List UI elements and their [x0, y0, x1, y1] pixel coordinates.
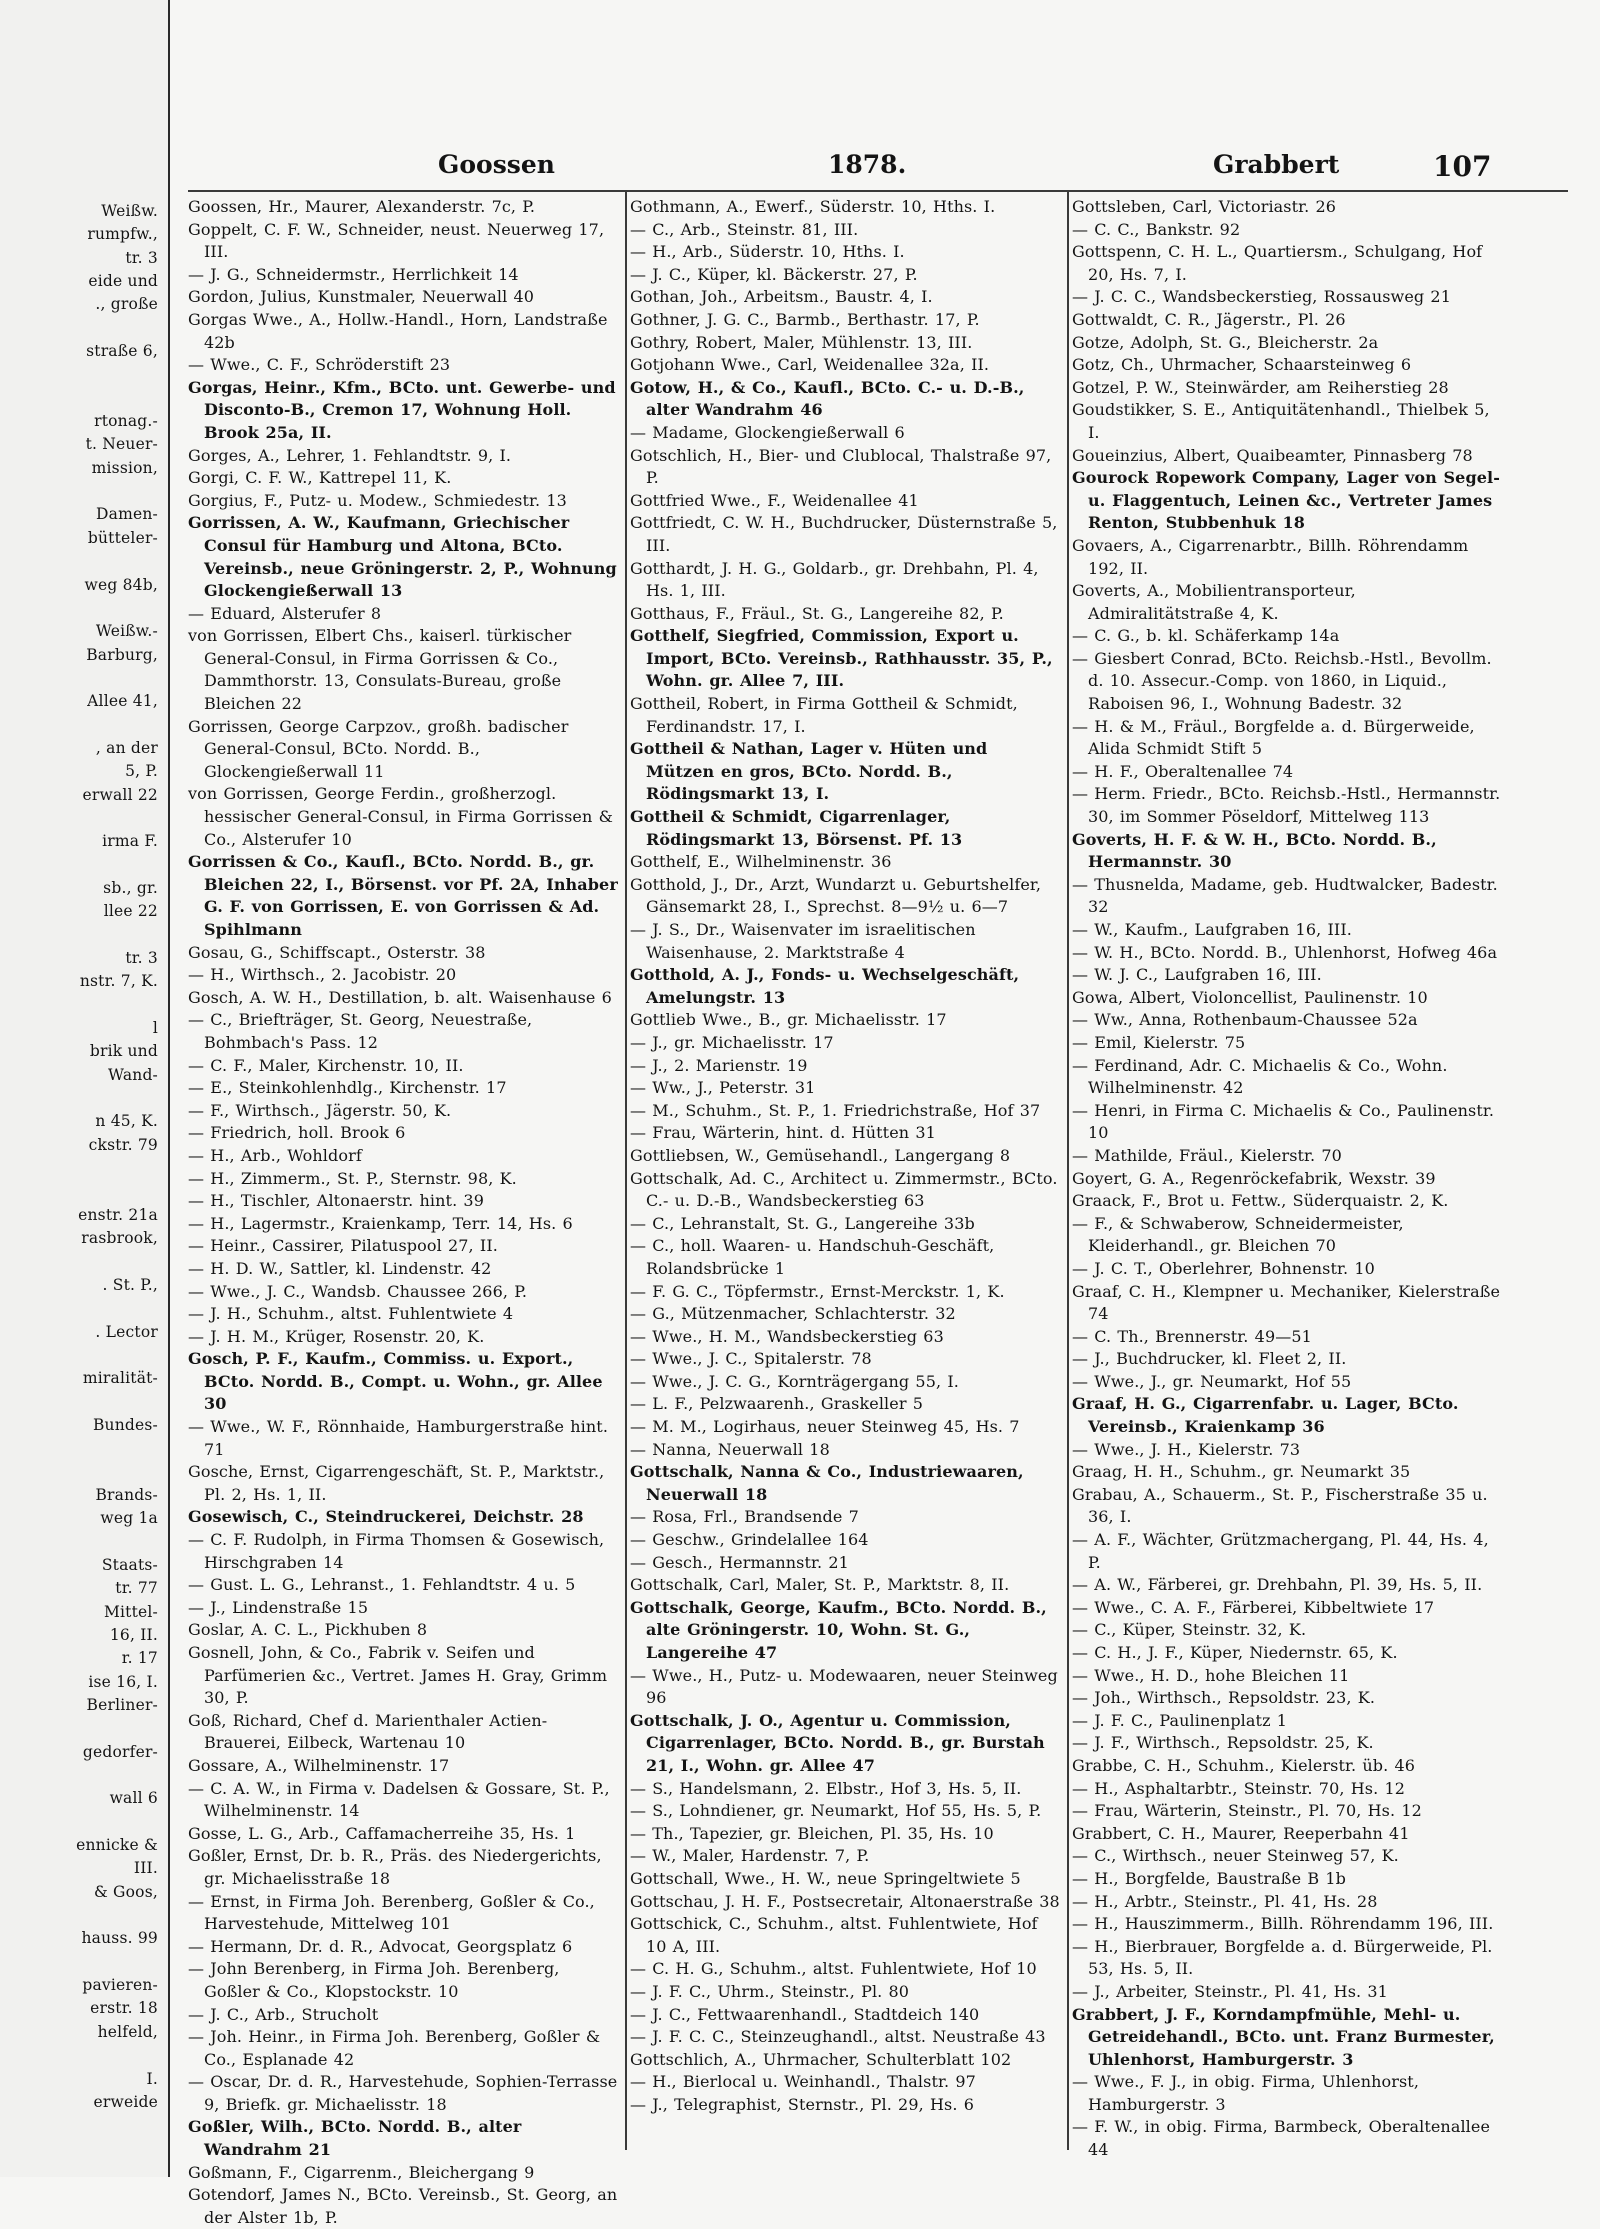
strip-line: tr. 3 — [125, 949, 158, 967]
directory-entry: — H., Wirthsch., 2. Jacobistr. 20 — [188, 965, 457, 985]
directory-entry: Gothmann, A., Ewerf., Süderstr. 10, Hths. I. — [630, 197, 996, 216]
strip-line: & Goos, — [93, 1882, 158, 1901]
strip-line: miralität- — [82, 1369, 158, 1388]
directory-entry: — Wwe., H., Putz- u. Modewaaren, neuer Steinweg 96 — [630, 1665, 1058, 1708]
directory-entry: — Wwe., J. C. G., Kornträgergang 55, I. — [630, 1371, 959, 1391]
directory-entry: — W. J. C., Laufgraben 16, III. — [1072, 965, 1322, 985]
strip-line: Staats- — [101, 1555, 158, 1574]
directory-entry: — J. C., Küper, kl. Bäckerstr. 27, P. — [630, 264, 918, 284]
strip-line — [8, 1717, 168, 1740]
directory-entry: — E., Steinkohlenhdlg., Kirchenstr. 17 — [188, 1078, 507, 1098]
header-rule — [188, 190, 1568, 192]
strip-line: wall 6 — [109, 1789, 158, 1808]
directory-entry: Gottschau, J. H. F., Postsecretair, Altonaerstraße 38 — [630, 1891, 1060, 1911]
directory-entry: — Mathilde, Fräul., Kielerstr. 70 — [1072, 1145, 1342, 1165]
directory-entry: — Wwe., F. J., in obig. Firma, Uhlenhorst, Hamburgerstr. 3 — [1072, 2072, 1420, 2114]
strip-line: erweide — [93, 2092, 158, 2111]
strip-line — [8, 1391, 168, 1414]
directory-entry: — Hermann, Dr. d. R., Advocat, Georgsplatz 6 — [188, 1936, 573, 1956]
strip-line: enstr. 21a — [78, 1205, 158, 1224]
directory-entry: Gotthaus, F., Fräul., St. G., Langereihe 82, P. — [630, 603, 1004, 623]
directory-entry: — Wwe., J. C., Wandsb. Chaussee 266, P. — [188, 1281, 528, 1301]
directory-entry: Gosnell, John, & Co., Fabrik v. Seifen und Parfümerien &c., Vertret. James H. Gray, Grimm 30, P. — [188, 1643, 608, 1708]
directory-entry: — H., Tischler, Altonaerstr. hint. 39 — [188, 1191, 484, 1211]
strip-line — [8, 1087, 168, 1110]
directory-entry: Gothan, Joh., Arbeitsm., Baustr. 4, I. — [630, 287, 933, 307]
directory-entry: — J., Buchdrucker, kl. Fleet 2, II. — [1072, 1349, 1347, 1369]
strip-line — [8, 1531, 168, 1554]
directory-entry: Goueinzius, Albert, Quaibeamter, Pinnasberg 78 — [1072, 445, 1473, 465]
directory-entry: — Gust. L. G., Lehranst., 1. Fehlandtstr. 4 u. 5 — [188, 1575, 576, 1595]
directory-entry: Gottfriedt, C. W. H., Buchdrucker, Düsternstraße 5, III. — [630, 513, 1058, 555]
directory-entry: Gorgas Wwe., A., Hollw.-Handl., Horn, Landstraße 42b — [188, 309, 608, 352]
directory-entry: — J., Lindenstraße 15 — [188, 1597, 369, 1617]
strip-line — [8, 363, 168, 386]
directory-entry: — H., Hauszimmerm., Billh. Röhrendamm 196, III. — [1072, 1914, 1494, 1934]
directory-entry: — J. F. C., Paulinenplatz 1 — [1072, 1710, 1288, 1730]
strip-line — [8, 1344, 168, 1367]
strip-line — [8, 1764, 168, 1787]
directory-entry: — Rosa, Frl., Brandsende 7 — [630, 1507, 859, 1527]
directory-entry: Goßmann, F., Cigarrenm., Bleichergang 9 — [188, 2162, 535, 2182]
adjacent-page-text — [8, 200, 168, 2114]
directory-entry: — H., Borgfelde, Baustraße B 1b — [1072, 1868, 1347, 1888]
directory-entry: — Joh. Heinr., in Firma Joh. Berenberg, Goßler & Co., Esplanade 42 — [188, 2027, 601, 2069]
directory-entry: Graaf, C. H., Klempner u. Mechaniker, Kielerstraße 74 — [1072, 1281, 1501, 1324]
directory-entry: Gottheil & Nathan, Lager v. Hüten und Mützen en gros, BCto. Nordd. B., Rödingsmarkt 13, I. — [630, 739, 988, 804]
directory-entry: Gottsleben, Carl, Victoriastr. 26 — [1072, 197, 1337, 216]
strip-line: Damen- — [96, 505, 158, 524]
strip-line: , an der — [95, 738, 158, 757]
directory-entry: — Giesbert Conrad, BCto. Reichsb.-Hstl., Bevollm. d. 10. Assecur.-Comp. von 1860, in Liquid., Raboisen 96, I., Wohnung Badestr. 32 — [1072, 648, 1492, 714]
strip-line — [8, 550, 168, 573]
directory-page — [188, 140, 1568, 2227]
directory-entry: Gottschalk, Carl, Maler, St. P., Marktstr. 8, II. — [630, 1575, 1010, 1595]
strip-line: III. — [133, 1859, 158, 1878]
strip-line: hauss. 99 — [81, 1929, 158, 1948]
directory-entry: Gotzel, P. W., Steinwärder, am Reiherstieg 28 — [1072, 377, 1449, 397]
directory-entry: Gottschlich, A., Uhrmacher, Schulterblatt 102 — [630, 2049, 1012, 2069]
strip-line — [8, 807, 168, 830]
directory-entry: — Wwe., H. D., hohe Bleichen 11 — [1072, 1665, 1350, 1685]
strip-line: r. 17 — [121, 1649, 158, 1668]
directory-entry: Goppelt, C. F. W., Schneider, neust. Neuerweg 17, III. — [188, 219, 605, 262]
strip-line — [8, 1157, 168, 1180]
directory-entry: — C. G., b. kl. Schäferkamp 14a — [1072, 626, 1340, 646]
directory-entry: — C. H. G., Schuhm., altst. Fuhlentwiete, Hof 10 — [630, 1959, 1037, 1979]
directory-entry: — G., Mützenmacher, Schlachterstr. 32 — [630, 1304, 956, 1324]
directory-entry: — W. H., BCto. Nordd. B., Uhlenhorst, Hofweg 46a — [1072, 942, 1498, 962]
directory-entry: — C. F., Maler, Kirchenstr. 10, II. — [188, 1055, 464, 1075]
directory-entry: Goß, Richard, Chef d. Marienthaler Actien-Brauerei, Eilbeck, Wartenau 10 — [188, 1710, 548, 1753]
directory-entry: Goßler, Ernst, Dr. b. R., Präs. des Niedergerichts, gr. Michaelisstraße 18 — [188, 1846, 602, 1888]
strip-line: bütteler- — [87, 528, 158, 547]
directory-entry: Gothner, J. G. C., Barmb., Berthastr. 17, P. — [630, 309, 980, 329]
directory-entry: — J., Arbeiter, Steinstr., Pl. 41, Hs. 31 — [1072, 1981, 1388, 2001]
strip-line — [8, 1180, 168, 1203]
directory-entry: — C. Th., Brennerstr. 49—51 — [1072, 1326, 1312, 1346]
directory-entry: — H. D. W., Sattler, kl. Lindenstr. 42 — [188, 1258, 492, 1278]
directory-entry: Gorgas, Heinr., Kfm., BCto. unt. Gewerbe- und Disconto-B., Cremon 17, Wohnung Holl. Brook 25a, II. — [188, 377, 616, 442]
directory-entry: Gottwaldt, C. R., Jägerstr., Pl. 26 — [1072, 309, 1346, 329]
directory-entry: — Joh., Wirthsch., Repsoldstr. 23, K. — [1072, 1688, 1376, 1708]
directory-entry: — J. G., Schneidermstr., Herrlichkeit 14 — [188, 264, 519, 284]
directory-entry: Gourock Ropework Company, Lager von Segel- u. Flaggentuch, Leinen &c., Vertreter James Renton, Stubbenhuk 18 — [1072, 468, 1500, 533]
strip-line: rasbrook, — [81, 1229, 158, 1248]
directory-entry: — H., Bierlocal u. Weinhandl., Thalstr. 97 — [630, 2072, 976, 2092]
directory-entry: Gotze, Adolph, St. G., Bleicherstr. 2a — [1072, 332, 1379, 352]
strip-line: Weißw. — [101, 202, 158, 220]
directory-entry: Gottfried Wwe., F., Weidenallee 41 — [630, 490, 919, 510]
directory-entry: — W., Kaufm., Laufgraben 16, III. — [1072, 920, 1352, 939]
header-left-word: Goossen — [438, 150, 555, 179]
directory-entry: — H. F., Oberaltenallee 74 — [1072, 761, 1294, 781]
directory-entry: — F. W., in obig. Firma, Barmbeck, Oberaltenallee 44 — [1072, 2117, 1491, 2160]
directory-entry: Goudstikker, S. E., Antiquitätenhandl., Thielbek 5, I. — [1072, 400, 1490, 442]
strip-line: tr. 3 — [125, 248, 158, 267]
directory-entry: Grabau, A., Schauerm., St. P., Fischerstraße 35 u. 36, I. — [1072, 1484, 1488, 1527]
directory-entry: — John Berenberg, in Firma Joh. Berenberg, Goßler & Co., Klopstockstr. 10 — [188, 1959, 560, 2001]
directory-entry: — Wwe., H. M., Wandsbeckerstieg 63 — [630, 1326, 944, 1346]
directory-entry: — Henri, in Firma C. Michaelis & Co., Paulinenstr. 10 — [1072, 1100, 1495, 1143]
strip-line: sb., gr. — [103, 878, 158, 897]
page-number: 107 — [1433, 150, 1492, 183]
directory-entry: — M. M., Logirhaus, neuer Steinweg 45, Hs. 7 — [630, 1417, 1020, 1437]
strip-line: rtonag.- — [94, 412, 158, 431]
strip-line: Weißw.- — [95, 622, 158, 641]
strip-line: llee 22 — [103, 902, 158, 921]
directory-entry: Gotthold, A. J., Fonds- u. Wechselgeschäft, Amelungstr. 13 — [630, 965, 1020, 1007]
directory-entry: Gotthelf, E., Wilhelminenstr. 36 — [630, 852, 892, 872]
directory-entry: Gosch, A. W. H., Destillation, b. alt. Waisenhause 6 — [188, 987, 612, 1007]
directory-entry: — J. F. C. C., Steinzeughandl., altst. Neustraße 43 — [630, 2027, 1046, 2047]
adjacent-page-fragment — [0, 0, 170, 2177]
directory-entry: — J., 2. Marienstr. 19 — [630, 1055, 808, 1075]
directory-entry: Gotthold, J., Dr., Arzt, Wundarzt u. Geburtshelfer, Gänsemarkt 28, I., Sprechst. 8—9½ u. 6—7 — [630, 874, 1042, 917]
directory-entry: — M., Schuhm., St. P., 1. Friedrichstraße, Hof 37 — [630, 1100, 1041, 1120]
directory-entry: Gothry, Robert, Maler, Mühlenstr. 13, III. — [630, 332, 973, 352]
directory-entry: — H., Bierbrauer, Borgfelde a. d. Bürgerweide, Pl. 53, Hs. 5, II. — [1072, 1936, 1493, 1979]
strip-line: weg 84b, — [84, 575, 158, 594]
directory-entry: — H., Arbtr., Steinstr., Pl. 41, Hs. 28 — [1072, 1891, 1378, 1911]
strip-line: t. Neuer- — [85, 435, 158, 454]
directory-entry: Gotendorf, James N., BCto. Vereinsb., St. Georg, an der Alster 1b, P. — [188, 2185, 618, 2227]
strip-line — [8, 387, 168, 410]
directory-entry: — Thusnelda, Madame, geb. Hudtwalcker, Badestr. 32 — [1072, 874, 1498, 917]
directory-entry: — L. F., Pelzwaarenh., Graskeller 5 — [630, 1394, 924, 1414]
directory-entry: Gottspenn, C. H. L., Quartiersm., Schulgang, Hof 20, Hs. 7, I. — [1072, 242, 1483, 284]
directory-entry: — C., Küper, Steinstr. 32, K. — [1072, 1620, 1307, 1640]
directory-entry: — H. & M., Fräul., Borgfelde a. d. Bürgerweide, Alida Schmidt Stift 5 — [1072, 716, 1475, 759]
strip-line: Mittel- — [103, 1602, 158, 1621]
directory-entry: von Gorrissen, George Ferdin., großherzogl. hessischer General-Consul, in Firma Gorrissen & Co., Alsterufer 10 — [188, 784, 613, 849]
directory-entry: — Nanna, Neuerwall 18 — [630, 1439, 830, 1459]
strip-line — [8, 1461, 168, 1484]
strip-line: . Lector — [95, 1322, 158, 1341]
directory-entry: Gosse, L. G., Arb., Caffamacherreihe 35, Hs. 1 — [188, 1823, 576, 1843]
directory-entry: Gottheil, Robert, in Firma Gottheil & Schmidt, Ferdinandstr. 17, I. — [630, 694, 1018, 736]
strip-line: pavieren- — [82, 1976, 158, 1995]
directory-entry: — S., Handelsmann, 2. Elbstr., Hof 3, Hs. 5, II. — [630, 1778, 1022, 1798]
directory-entry: Gottschall, Wwe., H. W., neue Springeltwiete 5 — [630, 1868, 1021, 1888]
directory-entry: Goyert, G. A., Regenröckefabrik, Wexstr. 39 — [1072, 1168, 1436, 1188]
strip-line — [8, 1951, 168, 1974]
column-left — [188, 196, 620, 2229]
directory-entry: Gotthelf, Siegfried, Commission, Export u. Import, BCto. Vereinsb., Rathhausstr. 35, P., Wohn. gr. Allee 7, III. — [630, 626, 1053, 691]
directory-entry: — Madame, Glockengießerwall 6 — [630, 422, 905, 442]
directory-entry: — C., holl. Waaren- u. Handschuh-Geschäft, Rolandsbrücke 1 — [630, 1236, 995, 1278]
directory-entry: — C. C., Bankstr. 92 — [1072, 219, 1241, 239]
strip-line: straße 6, — [86, 342, 158, 361]
strip-line: tr. 77 — [115, 1579, 158, 1598]
directory-entry: Gosewisch, C., Steindruckerei, Deichstr. 28 — [188, 1507, 584, 1527]
directory-entry: — J., gr. Michaelisstr. 17 — [630, 1032, 834, 1052]
strip-line: erwall 22 — [82, 785, 158, 804]
directory-entry: — Wwe., J. H., Kielerstr. 73 — [1072, 1439, 1301, 1459]
directory-entry: Gosau, G., Schiffscapt., Osterstr. 38 — [188, 942, 486, 962]
strip-line: Bundes- — [92, 1415, 158, 1434]
directory-entry: Gotjohann Wwe., Carl, Weidenallee 32a, II. — [630, 355, 990, 375]
strip-line: weg 1a — [100, 1509, 158, 1528]
directory-entry: Grabbert, C. H., Maurer, Reeperbahn 41 — [1072, 1823, 1410, 1843]
strip-line: helfeld, — [97, 2022, 158, 2041]
directory-entry: Govaers, A., Cigarrenarbtr., Billh. Röhrendamm 192, II. — [1072, 535, 1469, 578]
directory-entry: Gottschalk, J. O., Agentur u. Commission, Cigarrenlager, BCto. Nordd. B., gr. Burstah 21, I., Wohn. gr. Allee 47 — [630, 1710, 1045, 1775]
directory-entry: — H., Asphaltarbtr., Steinstr. 70, Hs. 12 — [1072, 1778, 1406, 1798]
directory-entry: — C., Briefträger, St. Georg, Neuestraße, Bohmbach's Pass. 12 — [188, 1010, 533, 1052]
directory-entry: Gottheil & Schmidt, Cigarrenlager, Rödingsmarkt 13, Börsenst. Pf. 13 — [630, 807, 963, 849]
directory-entry: Goverts, A., Mobilientransporteur, Admiralitätstraße 4, K. — [1072, 581, 1356, 623]
directory-entry: — J. H. M., Krüger, Rosenstr. 20, K. — [188, 1326, 485, 1346]
directory-entry: Gotz, Ch., Uhrmacher, Schaarsteinweg 6 — [1072, 355, 1412, 375]
directory-entry: Goßler, Wilh., BCto. Nordd. B., alter Wandrahm 21 — [188, 2117, 522, 2160]
strip-line: . St. P., — [102, 1275, 158, 1294]
strip-line: Allee 41, — [87, 692, 158, 711]
directory-entry: — Frau, Wärterin, Steinstr., Pl. 70, Hs. 12 — [1072, 1801, 1422, 1821]
directory-entry: — H., Lagermstr., Kraienkamp, Terr. 14, Hs. 6 — [188, 1213, 573, 1233]
strip-line: Barburg, — [86, 645, 158, 664]
directory-entry: — J., Telegraphist, Sternstr., Pl. 29, Hs. 6 — [630, 2094, 975, 2114]
directory-entry: — Eduard, Alsterufer 8 — [188, 603, 382, 623]
strip-line: irma F. — [102, 832, 158, 851]
strip-line: ennicke & — [76, 1836, 158, 1855]
directory-entry: — F., & Schwaberow, Schneidermeister, Kleiderhandl., gr. Bleichen 70 — [1072, 1213, 1404, 1256]
directory-entry: — C. A. W., in Firma v. Dadelsen & Gossare, St. P., Wilhelminenstr. 14 — [188, 1778, 610, 1821]
directory-entry: Grabbert, J. F., Korndampfmühle, Mehl- u. Getreidehandl., BCto. unt. Franz Burmester, Uhlenhorst, Hamburgerstr. 3 — [1072, 2004, 1495, 2069]
directory-entry: — S., Lohndiener, gr. Neumarkt, Hof 55, Hs. 5, P. — [630, 1801, 1042, 1821]
directory-entry: Gottschalk, George, Kaufm., BCto. Nordd. B., alte Gröningerstr. 10, Wohn. St. G., Langereihe 47 — [630, 1597, 1047, 1662]
strip-line: ., große — [95, 295, 158, 314]
directory-entry: — J. C. C., Wandsbeckerstieg, Rossausweg 21 — [1072, 287, 1451, 307]
directory-entry: Gorrissen, George Carpzov., großh. badischer General-Consul, BCto. Nordd. B., Glockengießerwall 11 — [188, 716, 569, 781]
directory-entry: — H., Zimmerm., St. P., Sternstr. 98, K. — [188, 1168, 517, 1188]
directory-entry: — Geschw., Grindelallee 164 — [630, 1530, 869, 1550]
strip-line — [8, 1811, 168, 1834]
directory-entry: — Herm. Friedr., BCto. Reichsb.-Hstl., Hermannstr. 30, im Sommer Pöseldorf, Mittelweg 113 — [1072, 784, 1501, 827]
directory-entry: — Oscar, Dr. d. R., Harvestehude, Sophien-Terrasse 9, Briefk. gr. Michaelisstr. 18 — [188, 2072, 618, 2114]
column-middle — [630, 196, 1062, 2229]
directory-entry: Gorrissen & Co., Kaufl., BCto. Nordd. B., gr. Bleichen 22, I., Börsenst. vor Pf. 2A, Inhaber G. F. von Gorrissen, E. von Gorrissen & Ad. Spihlmann — [188, 852, 618, 939]
directory-entry: Gotschlich, H., Bier- und Clublocal, Thalstraße 97, P. — [630, 445, 1052, 488]
directory-entry: — H., Arb., Süderstr. 10, Hths. I. — [630, 242, 905, 262]
strip-line — [8, 994, 168, 1017]
directory-entry: — Ww., Anna, Rothenbaum-Chaussee 52a — [1072, 1010, 1418, 1030]
directory-entry: — C. F. Rudolph, in Firma Thomsen & Gosewisch, Hirschgraben 14 — [188, 1530, 605, 1572]
strip-line — [8, 924, 168, 947]
strip-line: I. — [146, 2069, 158, 2088]
strip-line: nstr. 7, K. — [79, 972, 158, 991]
directory-entry: — C., Arb., Steinstr. 81, III. — [630, 219, 859, 239]
strip-line: erstr. 18 — [90, 1999, 158, 2018]
strip-line — [8, 714, 168, 737]
directory-entry: Gotow, H., & Co., Kaufl., BCto. C.- u. D.-B., alter Wandrahm 46 — [630, 377, 1025, 420]
directory-entry: Gotthardt, J. H. G., Goldarb., gr. Drehbahn, Pl. 4, Hs. 1, III. — [630, 558, 1039, 601]
directory-entry: Gorgius, F., Putz- u. Modew., Schmiedestr. 13 — [188, 490, 567, 510]
directory-entry: — Th., Tapezier, gr. Bleichen, Pl. 35, Hs. 10 — [630, 1823, 994, 1843]
page-header — [188, 140, 1568, 184]
directory-entry: Gorges, A., Lehrer, 1. Fehlandtstr. 9, I. — [188, 445, 512, 465]
directory-entry: Gottliebsen, W., Gemüsehandl., Langergang 8 — [630, 1145, 1011, 1165]
directory-entry: — J. C. T., Oberlehrer, Bohnenstr. 10 — [1072, 1258, 1375, 1278]
directory-entry: — Wwe., W. F., Rönnhaide, Hamburgerstraße hint. 71 — [188, 1417, 609, 1459]
directory-entry: Gosche, Ernst, Cigarrengeschäft, St. P., Marktstr., Pl. 2, Hs. 1, II. — [188, 1462, 605, 1504]
directory-entry: — Wwe., J., gr. Neumarkt, Hof 55 — [1072, 1371, 1352, 1391]
directory-entry: — A. F., Wächter, Grützmachergang, Pl. 44, Hs. 4, P. — [1072, 1530, 1489, 1572]
header-year: 1878. — [828, 150, 907, 179]
directory-entry: — F. G. C., Töpfermstr., Ernst-Merckstr. 1, K. — [630, 1281, 1005, 1301]
directory-entry: — H., Arb., Wohldorf — [188, 1145, 362, 1165]
directory-entry: Graaf, H. G., Cigarrenfabr. u. Lager, BCto. Vereinsb., Kraienkamp 36 — [1072, 1394, 1459, 1437]
strip-line — [8, 1437, 168, 1460]
directory-entry: Gordon, Julius, Kunstmaler, Neuerwall 40 — [188, 287, 535, 307]
strip-line: mission, — [91, 458, 158, 477]
directory-entry: Gottlieb Wwe., B., gr. Michaelisstr. 17 — [630, 1010, 947, 1030]
directory-entry: Graack, F., Brot u. Fettw., Süderquaistr. 2, K. — [1072, 1191, 1449, 1211]
directory-entry: — A. W., Färberei, gr. Drehbahn, Pl. 39, Hs. 5, II. — [1072, 1575, 1483, 1595]
directory-entry: — J. C., Arb., Strucholt — [188, 2004, 379, 2024]
directory-entry: Grabbe, C. H., Schuhm., Kielerstr. üb. 46 — [1072, 1755, 1416, 1775]
directory-entry: Gottschalk, Nanna & Co., Industriewaaren, Neuerwall 18 — [630, 1462, 1024, 1504]
directory-entry: Gorgi, C. F. W., Kattrepel 11, K. — [188, 468, 452, 488]
directory-entry: — Friedrich, holl. Brook 6 — [188, 1123, 406, 1143]
strip-line: 5, P. — [125, 762, 158, 781]
strip-line — [8, 597, 168, 620]
directory-entry: — Wwe., C. A. F., Färberei, Kibbeltwiete 17 — [1072, 1597, 1435, 1617]
strip-line: gedorfer- — [82, 1742, 158, 1761]
directory-entry: Gorrissen, A. W., Kaufmann, Griechischer Consul für Hamburg und Altona, BCto. Vereinsb., neue Gröningerstr. 2, P., Wohnung Glockengießerwall 13 — [188, 513, 617, 601]
directory-entry: — J. F., Wirthsch., Repsoldstr. 25, K. — [1072, 1733, 1374, 1753]
strip-line: ise 16, I. — [88, 1672, 158, 1691]
strip-line: Brands- — [95, 1485, 158, 1504]
directory-entry: Gottschalk, Ad. C., Architect u. Zimmermstr., BCto. C.- u. D.-B., Wandsbeckerstieg 63 — [630, 1168, 1058, 1211]
directory-entry: — Gesch., Hermannstr. 21 — [630, 1552, 849, 1572]
strip-line — [8, 1904, 168, 1927]
directory-entry: — Wwe., J. C., Spitalerstr. 78 — [630, 1349, 872, 1369]
strip-line: brik und — [89, 1042, 158, 1061]
directory-entry: — C., Lehranstalt, St. G., Langereihe 33b — [630, 1213, 975, 1233]
directory-entry: Gowa, Albert, Violoncellist, Paulinenstr. 10 — [1072, 987, 1428, 1007]
strip-line — [8, 317, 168, 340]
directory-entry: — Wwe., C. F., Schröderstift 23 — [188, 355, 451, 375]
directory-entry: Graag, H. H., Schuhm., gr. Neumarkt 35 — [1072, 1462, 1411, 1482]
directory-entry: — Ernst, in Firma Joh. Berenberg, Goßler & Co., Harvestehude, Mittelweg 101 — [188, 1891, 595, 1934]
strip-line: Wand- — [108, 1065, 158, 1084]
directory-entry: Gossare, A., Wilhelminenstr. 17 — [188, 1755, 450, 1775]
strip-line: rumpfw., — [87, 225, 158, 244]
strip-line: 16, II. — [109, 1625, 158, 1644]
strip-line — [8, 854, 168, 877]
strip-line — [8, 1250, 168, 1273]
directory-entry: — J. C., Fettwaarenhandl., Stadtdeich 140 — [630, 2004, 980, 2024]
strip-line — [8, 2044, 168, 2067]
directory-entry: — J. F. C., Uhrm., Steinstr., Pl. 80 — [630, 1981, 910, 2001]
strip-line: n 45, K. — [95, 1112, 158, 1131]
directory-entry: Goossen, Hr., Maurer, Alexanderstr. 7c, P. — [188, 197, 536, 216]
strip-line — [8, 1297, 168, 1320]
strip-line: l — [152, 1019, 158, 1038]
directory-entry: Goslar, A. C. L., Pickhuben 8 — [188, 1620, 428, 1640]
directory-entry: Goverts, H. F. & W. H., BCto. Nordd. B., Hermannstr. 30 — [1072, 829, 1437, 872]
directory-entry: — Frau, Wärterin, hint. d. Hütten 31 — [630, 1123, 936, 1143]
directory-entry: — Emil, Kielerstr. 75 — [1072, 1032, 1246, 1052]
directory-entry: — W., Maler, Hardenstr. 7, P. — [630, 1846, 870, 1866]
strip-line — [8, 667, 168, 690]
directory-entry: von Gorrissen, Elbert Chs., kaiserl. türkischer General-Consul, in Firma Gorrissen & Co., Dammthorstr. 13, Consulats-Bureau, große Bleichen 22 — [188, 626, 572, 714]
column-right — [1072, 196, 1504, 2229]
strip-line — [8, 480, 168, 503]
strip-line: eide und — [88, 272, 158, 291]
directory-columns — [188, 196, 1568, 2227]
directory-entry: — Ferdinand, Adr. C. Michaelis & Co., Wohn. Wilhelminenstr. 42 — [1072, 1055, 1448, 1098]
directory-entry: — C., Wirthsch., neuer Steinweg 57, K. — [1072, 1846, 1399, 1866]
directory-entry: — J. H., Schuhm., altst. Fuhlentwiete 4 — [188, 1304, 514, 1324]
directory-entry: Gottschick, C., Schuhm., altst. Fuhlentwiete, Hof 10 A, III. — [630, 1914, 1038, 1956]
strip-line: ckstr. 79 — [88, 1135, 158, 1154]
strip-line: Berliner- — [86, 1696, 158, 1714]
directory-entry: — J. S., Dr., Waisenvater im israelitischen Waisenhause, 2. Marktstraße 4 — [630, 920, 976, 962]
directory-entry: — Heinr., Cassirer, Pilatuspool 27, II. — [188, 1236, 498, 1256]
directory-entry: Gosch, P. F., Kaufm., Commiss. u. Export., BCto. Nordd. B., Compt. u. Wohn., gr. Allee 30 — [188, 1349, 603, 1414]
directory-entry: — Ww., J., Peterstr. 31 — [630, 1078, 816, 1098]
directory-entry: — C. H., J. F., Küper, Niedernstr. 65, K. — [1072, 1643, 1398, 1662]
directory-entry: — F., Wirthsch., Jägerstr. 50, K. — [188, 1100, 452, 1120]
header-right-word: Grabbert — [1213, 150, 1340, 179]
